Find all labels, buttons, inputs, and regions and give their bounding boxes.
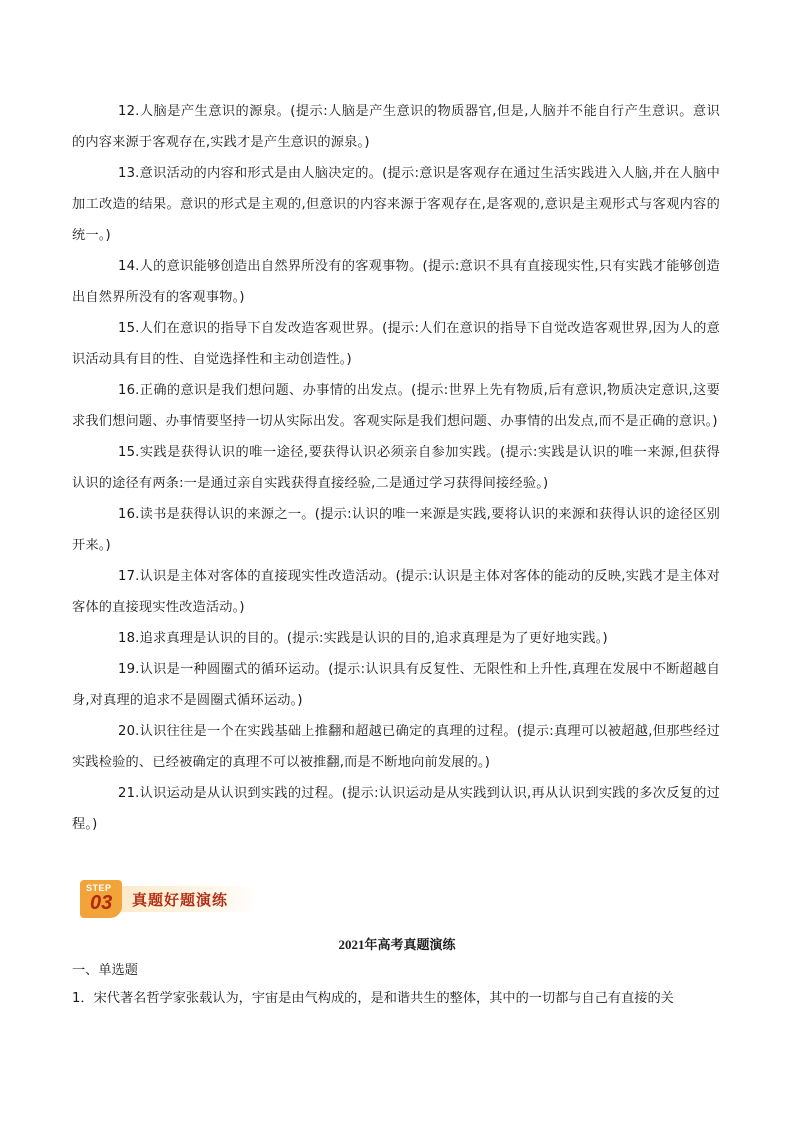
list-item: 18.追求真理是认识的目的。(提示:实践是认识的目的,追求真理是为了更好地实践。)	[118, 631, 608, 646]
list-item: 21.认识运动是从认识到实践的过程。(提示:认识运动是从实践到认识,再从认识到实践的多次反复的过程。)	[72, 786, 720, 832]
list-item: 20.认识往往是一个在实践基础上推翻和超越已确定的真理的过程。(提示:真理可以被超越,但那些经过实践检验的、已经被确定的真理不可以被推翻,而是不断地向前发展的。)	[72, 724, 720, 770]
list-item: 15.人们在意识的指导下自发改造客观世界。(提示:人们在意识的指导下自觉改造客观世界,因为人的意识活动具有目的性、自觉选择性和主动创造性。)	[72, 321, 720, 367]
list-item: 19.认识是一种圆圈式的循环运动。(提示:认识具有反复性、无限性和上升性,真理在发展中不断超越自身,对真理的追求不是圆圈式循环运动。)	[72, 662, 720, 708]
list-item: 12.人脑是产生意识的源泉。(提示:人脑是产生意识的物质器官,但是,人脑并不能自行产生意识。意识的内容来源于客观存在,实践才是产生意识的源泉。)	[72, 104, 720, 150]
step-badge	[80, 880, 122, 918]
step-word: STEP	[86, 883, 112, 893]
list-item: 15.实践是获得认识的唯一途径,要获得认识必须亲自参加实践。(提示:实践是认识的唯一来源,但获得认识的途径有两条:一是通过亲自实践获得直接经验,二是通过学习获得间接经验。)	[72, 445, 720, 491]
list-item: 14.人的意识能够创造出自然界所没有的客观事物。(提示:意识不具有直接现实性,只有实践才能够创造出自然界所没有的客观事物。)	[72, 259, 720, 305]
items-list	[72, 96, 720, 840]
step-number: 03	[90, 892, 113, 914]
list-item: 16.正确的意识是我们想问题、办事情的出发点。(提示:世界上先有物质,后有意识,物质决定意识,这要求我们想问题、办事情要坚持一切从实际出发。客观实际是我们想问题、办事情的出发点,而不是正确的意识。)	[72, 383, 720, 429]
list-item: 17.认识是主体对客体的直接现实性改造活动。(提示:认识是主体对客体的能动的反映,实践才是主体对客体的直接现实性改造活动。)	[72, 569, 720, 615]
list-item: 16.读书是获得认识的来源之一。(提示:认识的唯一来源是实践,要将认识的来源和获得认识的途径区别开来。)	[72, 507, 720, 553]
step-title: 真题好题演练	[132, 891, 229, 909]
section-heading: 一、单选题	[72, 963, 138, 978]
exam-title: 2021年高考真题演练	[338, 937, 456, 952]
list-item: 13.意识活动的内容和形式是由人脑决定的。(提示:意识是客观存在通过生活实践进入人脑,并在人脑中加工改造的结果。意识的形式是主观的,但意识的内容来源于客观存在,是客观的,意识是主观形式与客观内容的统一。)	[72, 166, 720, 243]
step-banner	[80, 880, 260, 920]
question-1: 1．宋代著名哲学家张载认为，宇宙是由气构成的，是和谐共生的整体，其中的一切都与自己有直接的关	[72, 991, 674, 1006]
